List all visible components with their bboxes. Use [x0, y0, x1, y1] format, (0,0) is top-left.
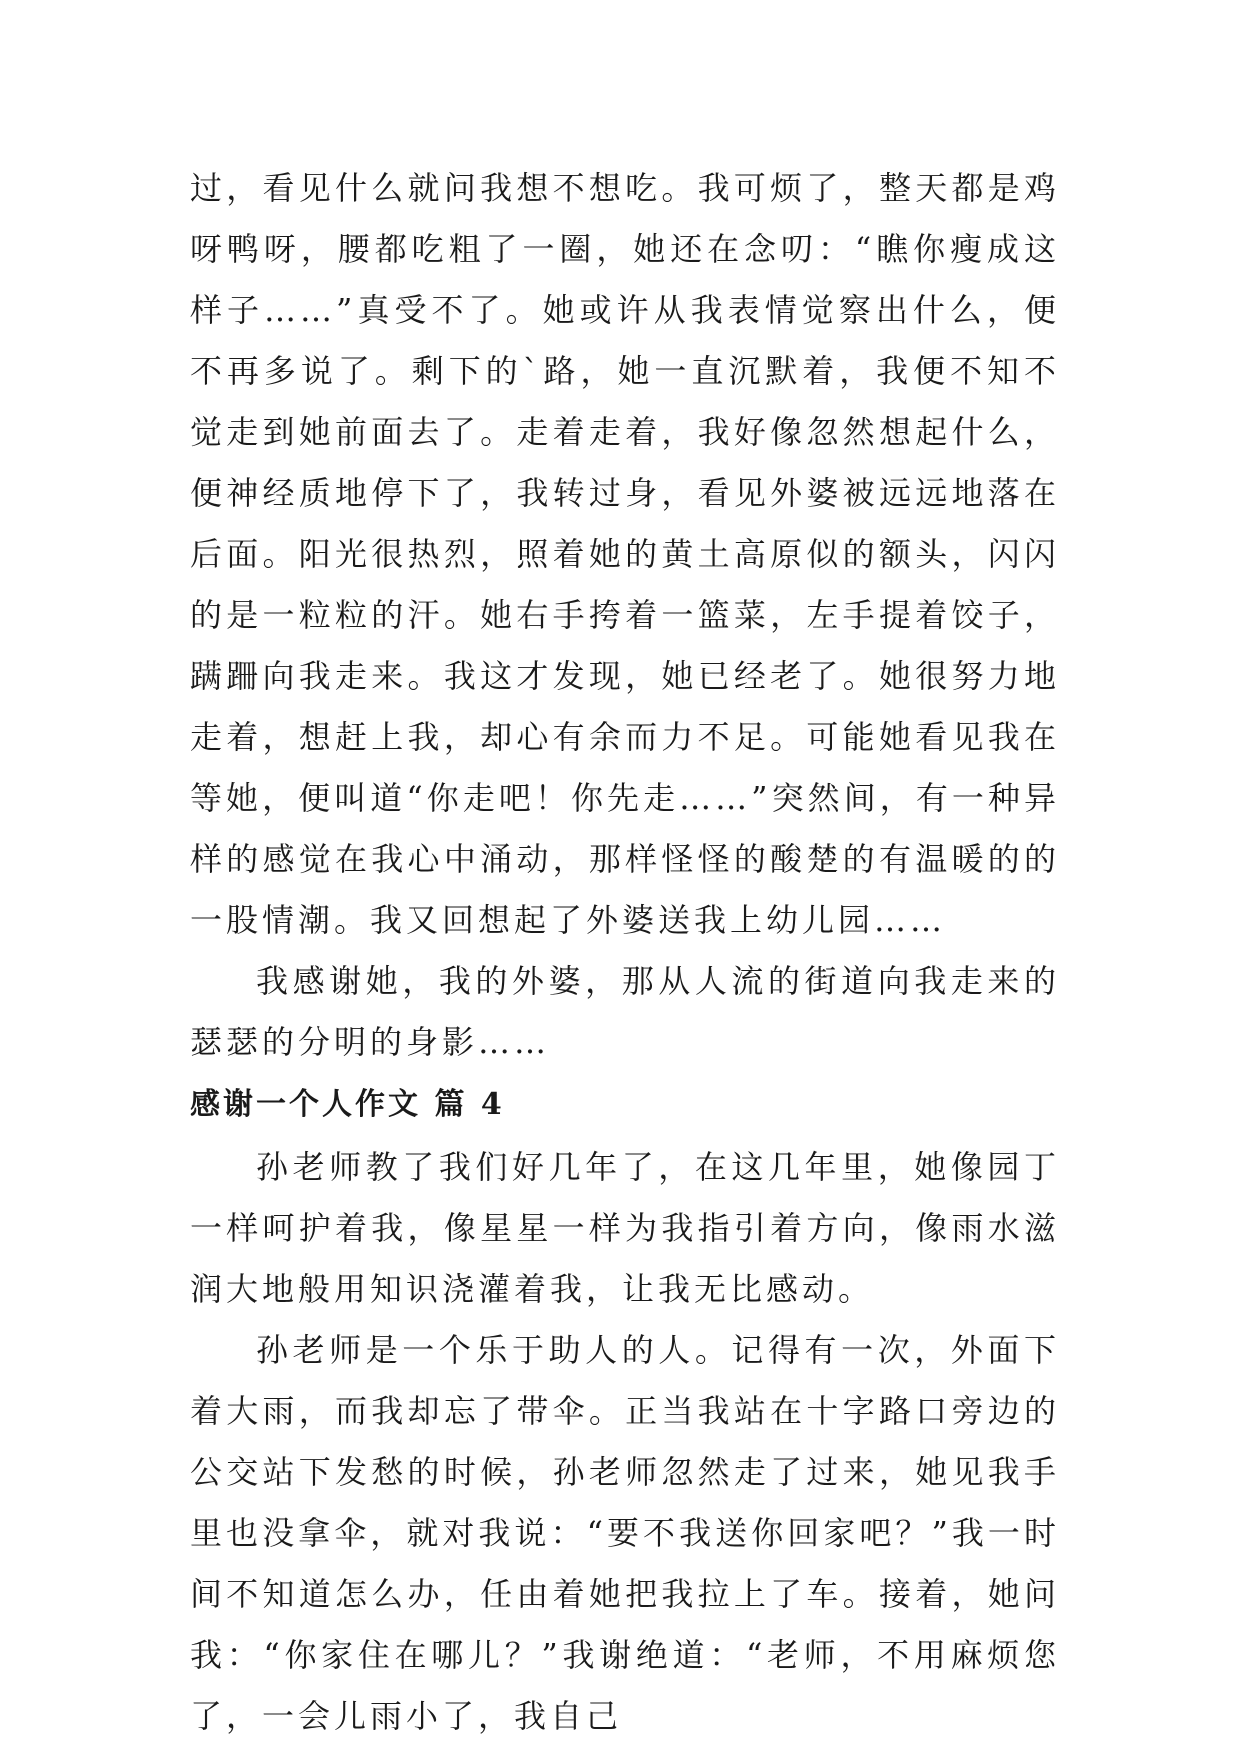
body-paragraph: 过，看见什么就问我想不想吃。我可烦了，整天都是鸡呀鸭呀，腰都吃粗了一圈，她还在念叨：“瞧你瘦成这样子……”真受不了。她或许从我表情觉察出什么，便不再多说了。剩下的`路，她一直沉默着，我便不知不觉走到她前面去了。走着走着，我好像忽然想起什么，便神经质地停下了，我转过身，看见外婆被远远地落在后面。阳光很热烈，照着她的黄土高原似的额头，闪闪的是一粒粒的汗。她右手挎着一篮菜，左手提着饺子，蹒跚向我走来。我这才发现，她已经老了。她很努力地走着，想赶上我，却心有余而力不足。可能她看见我在等她，便叫道“你走吧！你先走……”突然间，有一种异样的感觉在我心中涌动，那样怪怪的酸楚的有温暖的的一股情潮。我又回想起了外婆送我上幼儿园…… [190, 169, 1060, 939]
body-paragraph: 孙老师教了我们好几年了，在这几年里，她像园丁一样呵护着我，像星星一样为我指引着方向，像雨水滋润大地般用知识浇灌着我，让我无比感动。 [190, 1148, 1060, 1308]
section-heading: 感谢一个人作文 篇 4 [190, 1087, 505, 1122]
body-paragraph: 孙老师是一个乐于助人的人。记得有一次，外面下着大雨，而我却忘了带伞。正当我站在十字路口旁边的公交站下发愁的时候，孙老师忽然走了过来，她见我手里也没拿伞，就对我说：“要不我送你回家吧？”我一时间不知道怎么办，任由着她把我拉上了车。接着，她问我：“你家住在哪儿？”我谢绝道：“老师，不用麻烦您了，一会儿雨小了，我自己 [190, 1331, 1060, 1735]
body-paragraph: 我感谢她，我的外婆，那从人流的街道向我走来的瑟瑟的分明的身影…… [190, 962, 1060, 1061]
document-page [190, 158, 1060, 1747]
